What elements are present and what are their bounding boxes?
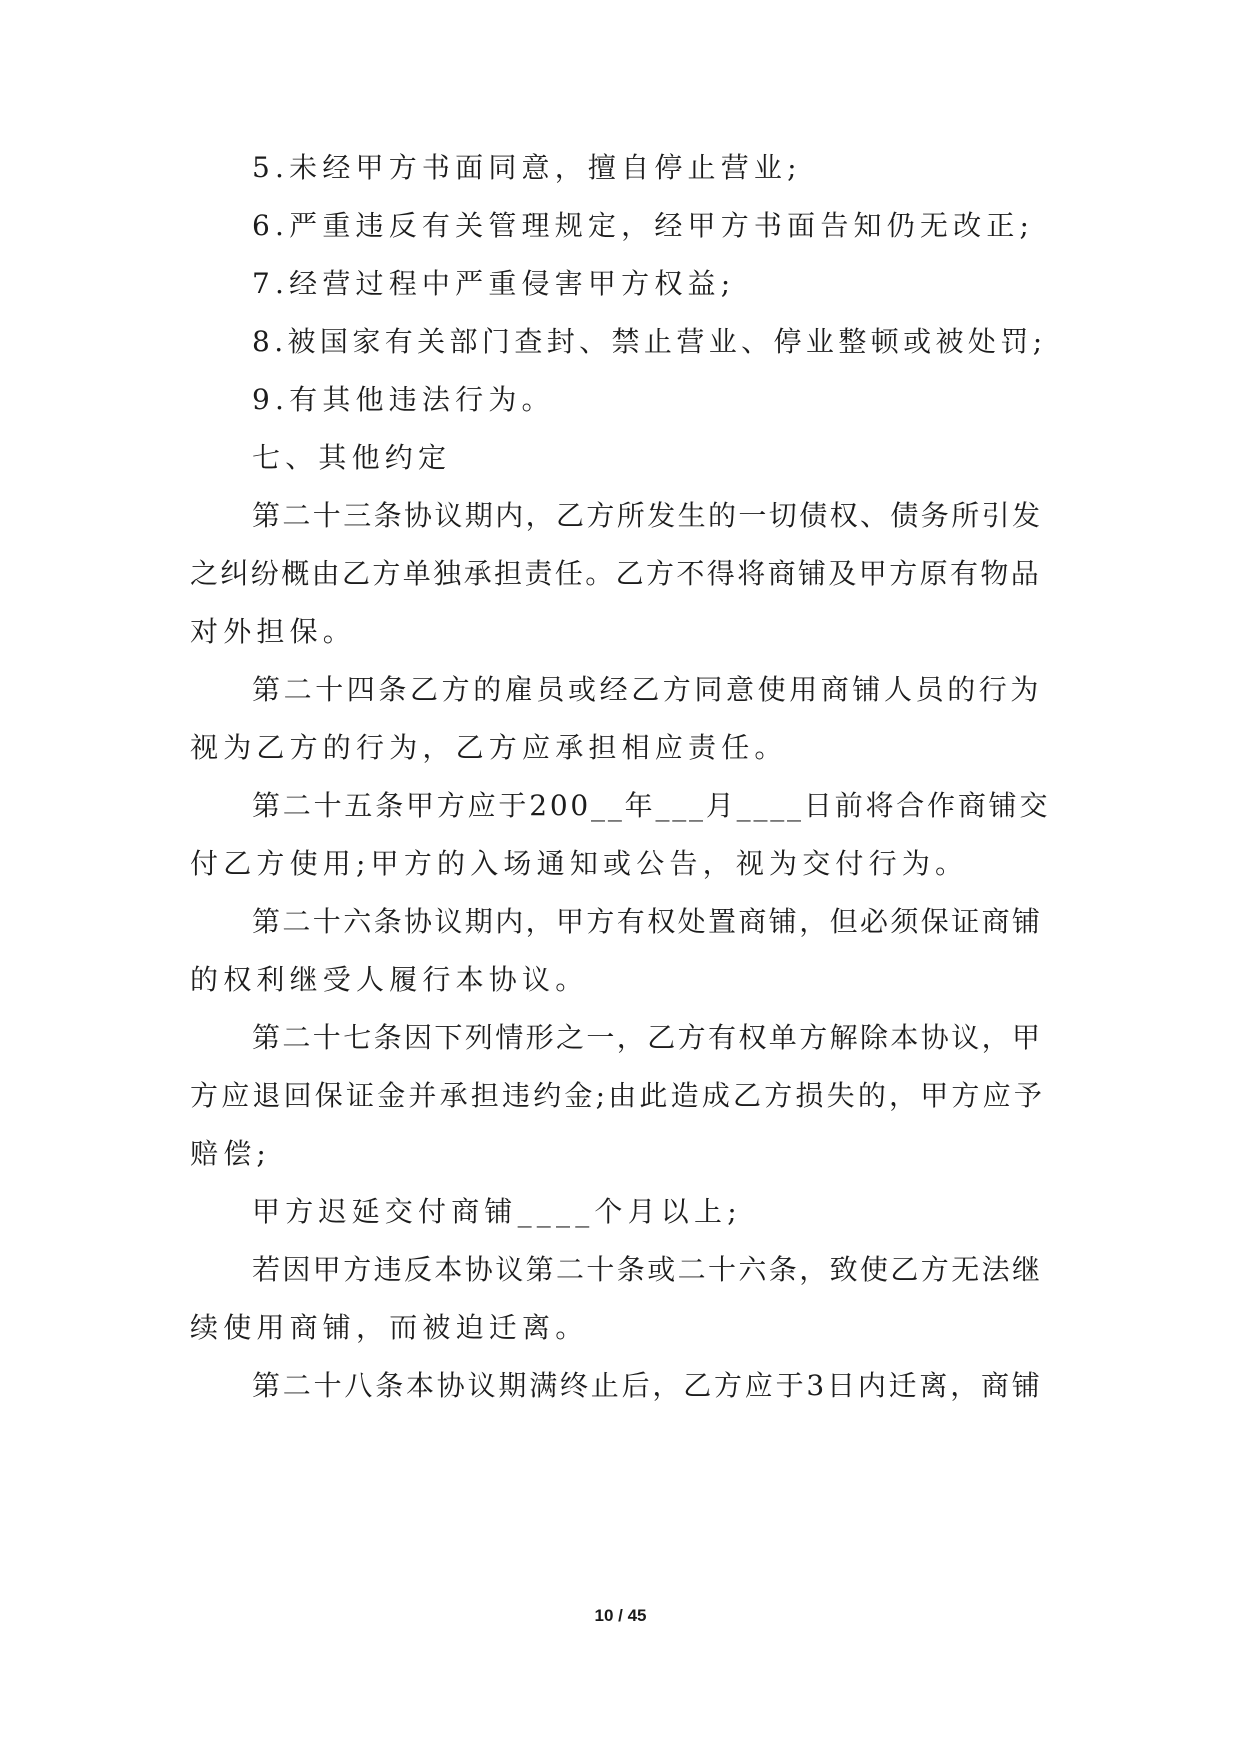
text-line: 甲方迟延交付商铺____个月以上; [252, 1195, 742, 1228]
text-line: 第二十七条因下列情形之一，乙方有权单方解除本协议，甲 [252, 1021, 1043, 1054]
text-line: 8.被国家有关部门查封、禁止营业、停业整顿或被处罚; [252, 325, 1047, 358]
text-line: 6.严重违反有关管理规定，经甲方书面告知仍无改正; [252, 209, 1035, 242]
text-line: 付乙方使用;甲方的入场通知或公告，视为交付行为。 [190, 847, 969, 880]
text-line: 9.有其他违法行为。 [252, 383, 555, 416]
text-line: 赔偿; [190, 1137, 272, 1170]
text-line: 5.未经甲方书面同意，擅自停止营业; [252, 151, 802, 184]
text-line: 对外担保。 [190, 615, 357, 648]
text-line: 第二十八条本协议期满终止后，乙方应于3日内迁离，商铺 [252, 1369, 1043, 1402]
text-line: 第二十六条协议期内，甲方有权处置商铺，但必须保证商铺 [252, 905, 1043, 938]
text-line: 方应退回保证金并承担违约金;由此造成乙方损失的，甲方应予 [190, 1079, 1046, 1112]
text-line: 视为乙方的行为，乙方应承担相应责任。 [190, 731, 788, 764]
text-line: 第二十三条协议期内，乙方所发生的一切债权、债务所引发 [252, 499, 1043, 532]
page-number: 10 / 45 [594, 1606, 647, 1625]
text-line: 第二十四条乙方的雇员或经乙方同意使用商铺人员的行为 [252, 673, 1043, 706]
text-line: 7.经营过程中严重侵害甲方权益; [252, 267, 736, 300]
text-line: 续使用商铺，而被迫迁离。 [190, 1311, 589, 1344]
section-heading: 七、其他约定 [252, 441, 452, 474]
text-line: 的权利继受人履行本协议。 [190, 963, 589, 996]
text-line: 第二十五条甲方应于200__年___月____日前将合作商铺交 [252, 789, 1051, 822]
text-line: 之纠纷概由乙方单独承担责任。乙方不得将商铺及甲方原有物品 [190, 557, 1042, 590]
text-line: 若因甲方违反本协议第二十条或二十六条，致使乙方无法继 [252, 1253, 1043, 1286]
